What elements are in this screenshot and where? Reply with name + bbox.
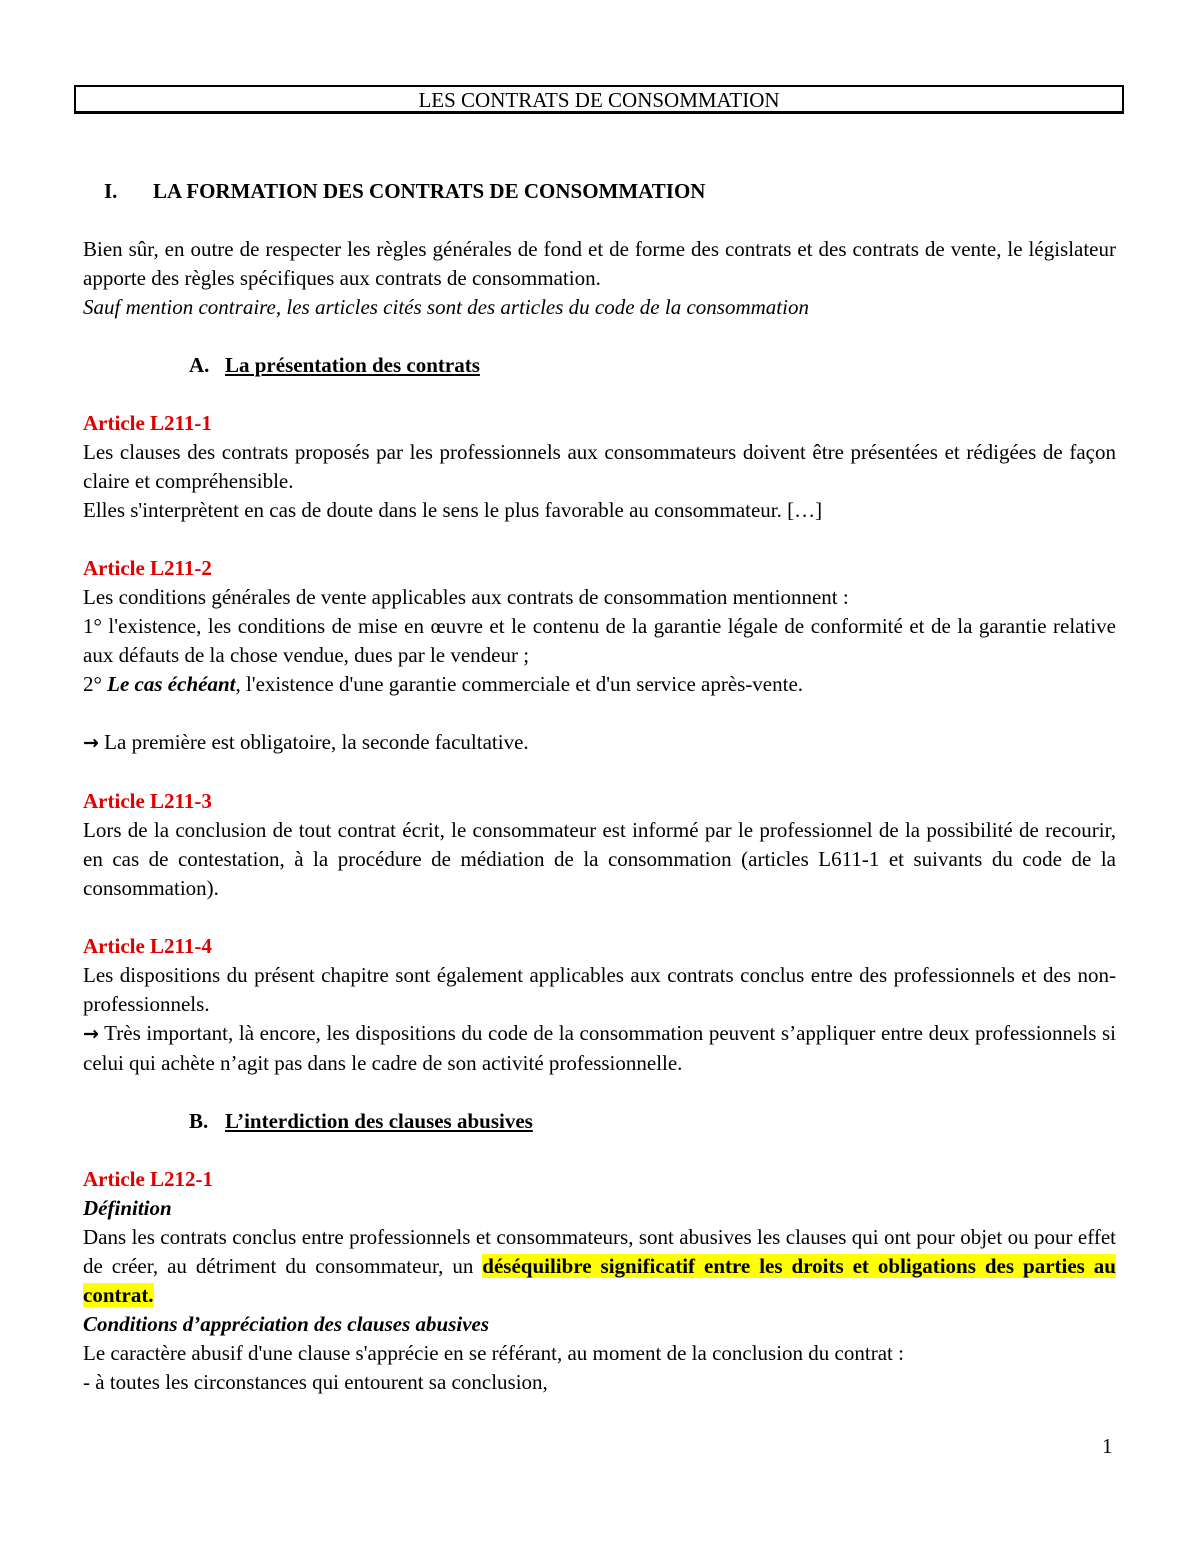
- conditions-item: - à toutes les circonstances qui entourent sa conclusion,: [83, 1370, 548, 1394]
- right-arrow-icon: →: [83, 732, 99, 754]
- subsection-title: La présentation des contrats: [225, 353, 480, 377]
- right-arrow-icon: →: [83, 1023, 99, 1045]
- intro-note: Sauf mention contraire, les articles cités sont des articles du code de la consommation: [83, 295, 809, 319]
- article-text: Les dispositions du présent chapitre sont également applicables aux contrats conclus entre des professionnels et des non-professionnels.: [83, 963, 1116, 1016]
- article-text: 1° l'existence, les conditions de mise en œuvre et le contenu de la garantie légale de conformité et de la garantie relative aux défauts de la chose vendue, dues par le vendeur ;: [83, 614, 1116, 667]
- intro-paragraph: Bien sûr, en outre de respecter les règles générales de fond et de forme des contrats et des contrats de vente, le législateur apporte des règles spécifiques aux contrats de consommation.: [83, 237, 1116, 290]
- highlighted-text: déséquilibre significatif entre les droits et obligations des parties au contrat.: [83, 1254, 1116, 1307]
- section-title: LA FORMATION DES CONTRATS DE CONSOMMATION: [153, 179, 706, 203]
- article-note: → Très important, là encore, les dispositions du code de la consommation peuvent s’appliquer entre deux professionnels si celui qui achète n’agit pas dans le cadre de son activité professionnelle.: [83, 1021, 1116, 1075]
- article-label: Article L211-2: [83, 556, 212, 580]
- article-text: Les conditions générales de vente applicables aux contrats de consommation mentionnent :: [83, 585, 849, 609]
- definition-text: Dans les contrats conclus entre professionnels et consommateurs, sont abusives les clauses qui ont pour objet ou pour effet de créer, au détriment du consommateur, un déséquilibre significatif entre les droits et obligations des parties au contrat.: [83, 1225, 1116, 1307]
- article-note: → La première est obligatoire, la seconde facultative.: [83, 730, 529, 754]
- subsection-heading-b: [83, 1107, 1116, 1136]
- article-label: Article L211-3: [83, 789, 212, 813]
- section-heading: [83, 177, 1116, 206]
- conditions-text: Le caractère abusif d'une clause s'apprécie en se référant, au moment de la conclusion du contrat :: [83, 1341, 904, 1365]
- emphasis: Le cas échéant: [107, 672, 236, 696]
- article-text: 2° Le cas échéant, l'existence d'une garantie commerciale et d'un service après-vente.: [83, 672, 804, 696]
- article-label: Article L211-1: [83, 411, 212, 435]
- conditions-heading: Conditions d’appréciation des clauses abusives: [83, 1312, 490, 1336]
- document-title: LES CONTRATS DE CONSOMMATION: [74, 85, 1124, 114]
- subsection-number: A.: [189, 353, 210, 377]
- subsection-title: L’interdiction des clauses abusives: [225, 1109, 533, 1133]
- document-body: [83, 177, 1116, 1397]
- article-text: Lors de la conclusion de tout contrat écrit, le consommateur est informé par le professionnel de la possibilité de recourir, en cas de contestation, à la procédure de médiation de la consommation (articles L611-1 et suivants du code de la consommation).: [83, 818, 1116, 900]
- subsection-heading-a: [83, 351, 1116, 380]
- article-label: Article L212-1: [83, 1167, 214, 1191]
- article-text: Les clauses des contrats proposés par les professionnels aux consommateurs doivent être présentées et rédigées de façon claire et compréhensible.: [83, 440, 1116, 493]
- subsection-number: B.: [189, 1109, 209, 1133]
- section-number: I.: [104, 179, 118, 203]
- definition-heading: Définition: [83, 1196, 172, 1220]
- article-label: Article L211-4: [83, 934, 212, 958]
- page-number: 1: [1102, 1434, 1113, 1458]
- article-text: Elles s'interprètent en cas de doute dans le sens le plus favorable au consommateur. […]: [83, 498, 823, 522]
